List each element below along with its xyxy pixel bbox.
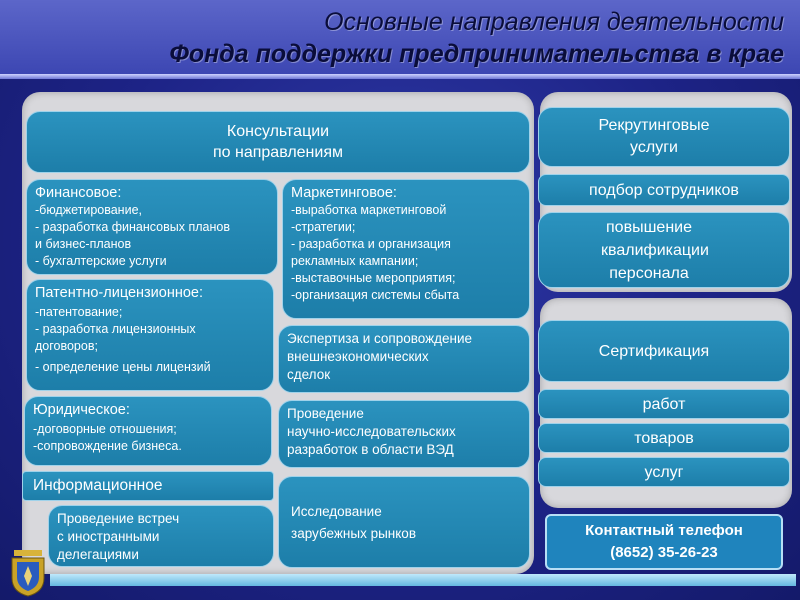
research-line: разработок в области ВЭД xyxy=(287,442,454,457)
certification-title: Сертификация xyxy=(598,342,710,360)
training-line: квалификации xyxy=(601,241,709,259)
patent-item: - разработка лицензионных xyxy=(35,322,196,336)
contact-phone: (8652) 35-26-23 xyxy=(610,544,718,561)
marketing-item: -выставочные мероприятия; xyxy=(291,271,456,285)
cert-item-services: услуг xyxy=(538,457,790,487)
financial-item: - разработка финансовых планов xyxy=(35,220,230,234)
expertise-box xyxy=(278,325,530,393)
financial-box xyxy=(26,179,278,275)
meetings-box xyxy=(48,505,274,567)
patent-box xyxy=(26,279,274,391)
contact-label: Контактный телефон xyxy=(585,522,743,539)
financial-heading: Финансовое: xyxy=(35,185,122,201)
legal-item: -сопровождение бизнеса. xyxy=(33,439,182,453)
meetings-line: делегациями xyxy=(57,547,139,562)
title-divider xyxy=(0,74,800,79)
marketing-item: -стратегии; xyxy=(291,220,356,234)
marketing-item: -выработка маркетинговой xyxy=(291,203,447,217)
markets-line: Исследование xyxy=(291,504,382,519)
consulting-header xyxy=(26,111,530,173)
title-band xyxy=(0,0,800,76)
marketing-box xyxy=(282,179,530,319)
consulting-title-line-1: Консультации xyxy=(226,123,330,140)
meetings-line: Проведение встреч xyxy=(57,511,180,526)
consulting-title-line-2: по направлениям xyxy=(212,144,343,161)
research-line: Проведение xyxy=(287,406,364,421)
certification-header xyxy=(538,320,790,382)
research-box xyxy=(278,400,530,468)
recruiting-title-line-2: услуги xyxy=(630,139,678,156)
marketing-item: -организация системы сбыта xyxy=(291,288,460,302)
legal-heading: Юридическое: xyxy=(33,402,130,418)
financial-item: и бизнес-планов xyxy=(35,237,132,251)
markets-box xyxy=(278,476,530,568)
patent-item: - определение цены лицензий xyxy=(35,360,211,374)
expertise-line: внешнеэкономических xyxy=(287,349,429,364)
patent-item: -патентование; xyxy=(35,305,123,319)
cert-item-goods: товаров xyxy=(538,423,790,453)
training-line: персонала xyxy=(609,264,689,282)
financial-item: -бюджетирование, xyxy=(35,203,142,217)
legal-box xyxy=(24,396,272,466)
marketing-item: рекламных кампании; xyxy=(291,254,419,268)
recruiting-title-line-1: Рекрутинговые xyxy=(598,117,710,134)
meetings-line: с иностранными xyxy=(57,529,160,544)
marketing-item: - разработка и организация xyxy=(291,237,451,251)
staff-training-box xyxy=(538,212,790,288)
page-title-line-2: Фонда поддержки предпринимательства в крае xyxy=(169,40,784,68)
informational-box: Информационное xyxy=(22,471,274,501)
expertise-line: Экспертиза и сопровождение xyxy=(287,331,473,346)
legal-item: -договорные отношения; xyxy=(33,422,177,436)
patent-item: договоров; xyxy=(35,339,98,353)
expertise-line: сделок xyxy=(287,367,331,382)
staff-selection-box: подбор сотрудников xyxy=(538,174,790,206)
research-line: научно-исследовательских xyxy=(287,424,456,439)
training-line: повышение xyxy=(606,218,692,236)
patent-heading: Патентно-лицензионное: xyxy=(35,285,204,301)
contact-box xyxy=(545,514,783,570)
page-title-line-1: Основные направления деятельности xyxy=(324,8,784,36)
footer-bar xyxy=(50,574,796,586)
financial-item: - бухгалтерские услуги xyxy=(35,254,167,268)
coat-of-arms-icon xyxy=(8,548,48,598)
cert-item-works: работ xyxy=(538,389,790,419)
marketing-heading: Маркетинговое: xyxy=(291,185,397,201)
markets-line: зарубежных рынков xyxy=(291,526,416,541)
recruiting-header xyxy=(538,107,790,167)
